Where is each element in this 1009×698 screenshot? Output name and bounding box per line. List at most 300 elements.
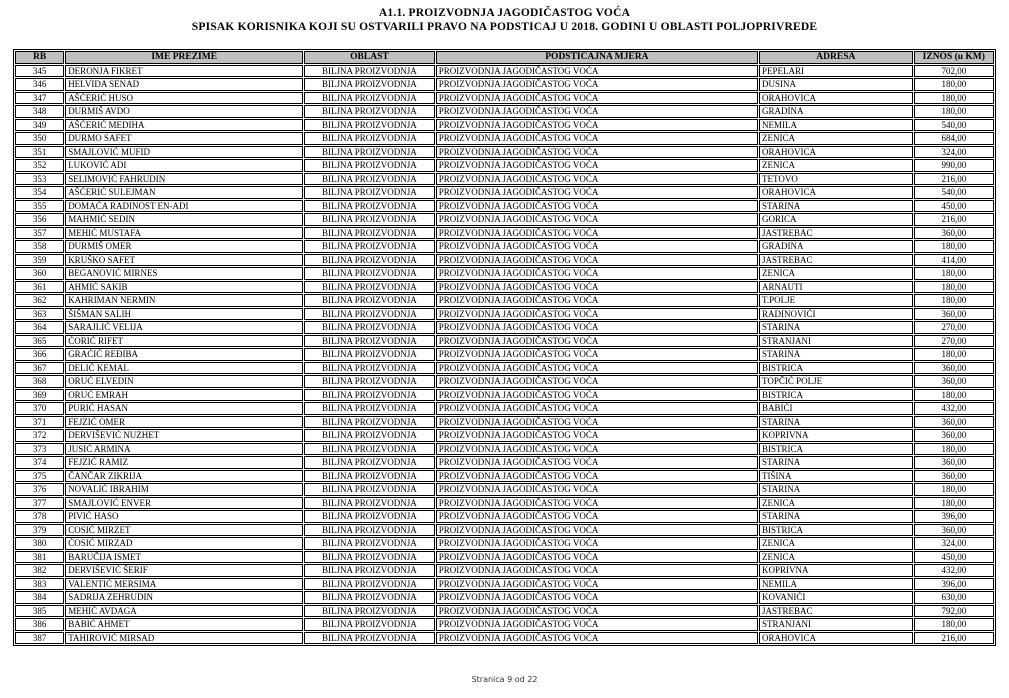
cell-iznos: 324,00	[914, 537, 994, 550]
cell-adresa: ZENICA	[759, 159, 913, 172]
page-number: Stranica 9 od 22	[471, 675, 538, 684]
cell-rb: 346	[15, 78, 64, 91]
table-row	[15, 605, 994, 618]
cell-adresa: STARINA	[759, 483, 913, 496]
cell-ime-prezime: AHMIĆ SAKIB	[65, 281, 303, 294]
cell-oblast: BILJNA PROIZVODNJA	[304, 65, 435, 78]
table-row	[15, 551, 994, 564]
cell-rb: 378	[15, 510, 64, 523]
cell-rb: 374	[15, 456, 64, 469]
table-row	[15, 321, 994, 334]
cell-ime-prezime: KRUŠKO SAFET	[65, 254, 303, 267]
cell-iznos: 180,00	[914, 294, 994, 307]
cell-iznos: 180,00	[914, 389, 994, 402]
cell-rb: 371	[15, 416, 64, 429]
cell-rb: 363	[15, 308, 64, 321]
column-header-oblast: OBLAST	[304, 51, 435, 64]
cell-ime-prezime: TAHIROVIĆ MIRSAD	[65, 632, 303, 645]
cell-rb: 376	[15, 483, 64, 496]
cell-ime-prezime: NOVALIĆ IBRAHIM	[65, 483, 303, 496]
cell-podsticajna-mjera: PROIZVODNJA JAGODIČASTOG VOĆA	[436, 240, 758, 253]
table-row	[15, 375, 994, 388]
cell-iznos: 360,00	[914, 227, 994, 240]
cell-podsticajna-mjera: PROIZVODNJA JAGODIČASTOG VOĆA	[436, 200, 758, 213]
cell-rb: 357	[15, 227, 64, 240]
cell-rb: 351	[15, 146, 64, 159]
cell-rb: 355	[15, 200, 64, 213]
cell-oblast: BILJNA PROIZVODNJA	[304, 227, 435, 240]
cell-ime-prezime: PURIĆ HASAN	[65, 402, 303, 415]
cell-iznos: 450,00	[914, 200, 994, 213]
cell-oblast: BILJNA PROIZVODNJA	[304, 524, 435, 537]
cell-podsticajna-mjera: PROIZVODNJA JAGODIČASTOG VOĆA	[436, 119, 758, 132]
cell-podsticajna-mjera: PROIZVODNJA JAGODIČASTOG VOĆA	[436, 429, 758, 442]
cell-rb: 364	[15, 321, 64, 334]
cell-oblast: BILJNA PROIZVODNJA	[304, 416, 435, 429]
table-row	[15, 591, 994, 604]
column-header-adresa: ADRESA	[759, 51, 913, 64]
cell-adresa: BISTRICA	[759, 362, 913, 375]
cell-oblast: BILJNA PROIZVODNJA	[304, 200, 435, 213]
cell-iznos: 180,00	[914, 618, 994, 631]
cell-oblast: BILJNA PROIZVODNJA	[304, 564, 435, 577]
cell-iznos: 702,00	[914, 65, 994, 78]
cell-oblast: BILJNA PROIZVODNJA	[304, 443, 435, 456]
cell-adresa: JASTREBAC	[759, 254, 913, 267]
table-row	[15, 402, 994, 415]
cell-adresa: BISTRICA	[759, 389, 913, 402]
cell-ime-prezime: MEHIĆ MUSTAFA	[65, 227, 303, 240]
cell-oblast: BILJNA PROIZVODNJA	[304, 510, 435, 523]
cell-podsticajna-mjera: PROIZVODNJA JAGODIČASTOG VOĆA	[436, 78, 758, 91]
cell-podsticajna-mjera: PROIZVODNJA JAGODIČASTOG VOĆA	[436, 254, 758, 267]
cell-ime-prezime: DURMO SAFET	[65, 132, 303, 145]
table-row	[15, 92, 994, 105]
cell-podsticajna-mjera: PROIZVODNJA JAGODIČASTOG VOĆA	[436, 605, 758, 618]
cell-ime-prezime: ORUĆ EMRAH	[65, 389, 303, 402]
cell-iznos: 540,00	[914, 119, 994, 132]
cell-rb: 348	[15, 105, 64, 118]
cell-iznos: 180,00	[914, 483, 994, 496]
table-row	[15, 537, 994, 550]
cell-iznos: 270,00	[914, 321, 994, 334]
cell-ime-prezime: SARAJLIĆ VELIJA	[65, 321, 303, 334]
cell-rb: 381	[15, 551, 64, 564]
table-header-row	[15, 51, 994, 64]
table-row	[15, 389, 994, 402]
cell-ime-prezime: SMAJLOVIĆ MUFID	[65, 146, 303, 159]
cell-iznos: 270,00	[914, 335, 994, 348]
cell-ime-prezime: SELIMOVIĆ FAHRUDIN	[65, 173, 303, 186]
cell-rb: 360	[15, 267, 64, 280]
cell-podsticajna-mjera: PROIZVODNJA JAGODIČASTOG VOĆA	[436, 632, 758, 645]
cell-podsticajna-mjera: PROIZVODNJA JAGODIČASTOG VOĆA	[436, 551, 758, 564]
cell-iznos: 324,00	[914, 146, 994, 159]
cell-iznos: 180,00	[914, 92, 994, 105]
cell-rb: 380	[15, 537, 64, 550]
table-row	[15, 119, 994, 132]
cell-adresa: ZENICA	[759, 551, 913, 564]
cell-rb: 387	[15, 632, 64, 645]
cell-ime-prezime: LUKOVIĆ ADI	[65, 159, 303, 172]
cell-ime-prezime: MAHMIĆ SEDIN	[65, 213, 303, 226]
cell-iznos: 180,00	[914, 281, 994, 294]
cell-rb: 347	[15, 92, 64, 105]
cell-podsticajna-mjera: PROIZVODNJA JAGODIČASTOG VOĆA	[436, 227, 758, 240]
cell-adresa: ORAHOVICA	[759, 186, 913, 199]
cell-podsticajna-mjera: PROIZVODNJA JAGODIČASTOG VOĆA	[436, 159, 758, 172]
page-title: A1.1. PROIZVODNJA JAGODIČASTOG VOĆA	[378, 7, 631, 19]
cell-adresa: GRADINA	[759, 240, 913, 253]
cell-ime-prezime: PIVIĆ HASO	[65, 510, 303, 523]
cell-oblast: BILJNA PROIZVODNJA	[304, 92, 435, 105]
cell-adresa: ARNAUTI	[759, 281, 913, 294]
table-row	[15, 510, 994, 523]
cell-adresa: KOPRIVNA	[759, 429, 913, 442]
cell-adresa: BISTRICA	[759, 524, 913, 537]
cell-ime-prezime: GRAĆIĆ REĐIBA	[65, 348, 303, 361]
column-header-podsticajna-mjera: PODSTICAJNA MJERA	[436, 51, 758, 64]
column-header-iznos: IZNOS (u KM)	[914, 51, 994, 64]
cell-podsticajna-mjera: PROIZVODNJA JAGODIČASTOG VOĆA	[436, 483, 758, 496]
cell-adresa: GRADINA	[759, 105, 913, 118]
page-subtitle: SPISAK KORISNIKA KOJI SU OSTVARILI PRAVO NA PODSTICAJ U 2018. GODINI U OBLASTI POLJOPRIVREDE	[191, 21, 818, 33]
cell-rb: 366	[15, 348, 64, 361]
cell-oblast: BILJNA PROIZVODNJA	[304, 605, 435, 618]
cell-oblast: BILJNA PROIZVODNJA	[304, 348, 435, 361]
cell-oblast: BILJNA PROIZVODNJA	[304, 389, 435, 402]
cell-iznos: 180,00	[914, 105, 994, 118]
cell-podsticajna-mjera: PROIZVODNJA JAGODIČASTOG VOĆA	[436, 267, 758, 280]
cell-ime-prezime: DERONJA FIKRET	[65, 65, 303, 78]
cell-adresa: RADINOVIĆI	[759, 308, 913, 321]
table-row	[15, 362, 994, 375]
cell-rb: 372	[15, 429, 64, 442]
cell-iznos: 432,00	[914, 402, 994, 415]
cell-rb: 368	[15, 375, 64, 388]
table-row	[15, 132, 994, 145]
cell-iznos: 216,00	[914, 213, 994, 226]
cell-adresa: STARINA	[759, 321, 913, 334]
cell-ime-prezime: BEGANOVIĆ MIRNES	[65, 267, 303, 280]
cell-iznos: 360,00	[914, 416, 994, 429]
cell-iznos: 360,00	[914, 362, 994, 375]
cell-iznos: 180,00	[914, 267, 994, 280]
cell-adresa: T.POLJE	[759, 294, 913, 307]
cell-oblast: BILJNA PROIZVODNJA	[304, 618, 435, 631]
table-row	[15, 78, 994, 91]
cell-ime-prezime: JUSIĆ ARMINA	[65, 443, 303, 456]
table-row	[15, 213, 994, 226]
cell-podsticajna-mjera: PROIZVODNJA JAGODIČASTOG VOĆA	[436, 456, 758, 469]
cell-oblast: BILJNA PROIZVODNJA	[304, 375, 435, 388]
cell-ime-prezime: FEJZIĆ RAMIZ	[65, 456, 303, 469]
cell-ime-prezime: ORUĆ ELVEDIN	[65, 375, 303, 388]
cell-oblast: BILJNA PROIZVODNJA	[304, 240, 435, 253]
table-row	[15, 632, 994, 645]
cell-oblast: BILJNA PROIZVODNJA	[304, 308, 435, 321]
cell-adresa: ZENICA	[759, 537, 913, 550]
table-row	[15, 578, 994, 591]
table-row	[15, 267, 994, 280]
cell-podsticajna-mjera: PROIZVODNJA JAGODIČASTOG VOĆA	[436, 308, 758, 321]
cell-podsticajna-mjera: PROIZVODNJA JAGODIČASTOG VOĆA	[436, 173, 758, 186]
cell-ime-prezime: AŠĆERIĆ HUSO	[65, 92, 303, 105]
cell-oblast: BILJNA PROIZVODNJA	[304, 146, 435, 159]
table-row	[15, 240, 994, 253]
cell-podsticajna-mjera: PROIZVODNJA JAGODIČASTOG VOĆA	[436, 578, 758, 591]
cell-oblast: BILJNA PROIZVODNJA	[304, 591, 435, 604]
cell-podsticajna-mjera: PROIZVODNJA JAGODIČASTOG VOĆA	[436, 375, 758, 388]
table-row	[15, 173, 994, 186]
cell-ime-prezime: ŠIŠMAN SALIH	[65, 308, 303, 321]
cell-podsticajna-mjera: PROIZVODNJA JAGODIČASTOG VOĆA	[436, 618, 758, 631]
cell-ime-prezime: BARUČIJA ISMET	[65, 551, 303, 564]
table-row	[15, 159, 994, 172]
beneficiaries-table	[13, 49, 996, 646]
table-row	[15, 416, 994, 429]
cell-oblast: BILJNA PROIZVODNJA	[304, 402, 435, 415]
cell-iznos: 360,00	[914, 308, 994, 321]
cell-adresa: DUSINA	[759, 78, 913, 91]
cell-podsticajna-mjera: PROIZVODNJA JAGODIČASTOG VOĆA	[436, 389, 758, 402]
cell-oblast: BILJNA PROIZVODNJA	[304, 483, 435, 496]
cell-ime-prezime: ĆOSIĆ MIRZAD	[65, 537, 303, 550]
cell-podsticajna-mjera: PROIZVODNJA JAGODIČASTOG VOĆA	[436, 537, 758, 550]
cell-ime-prezime: COSIĆ MIRZET	[65, 524, 303, 537]
cell-oblast: BILJNA PROIZVODNJA	[304, 456, 435, 469]
table-row	[15, 470, 994, 483]
cell-rb: 385	[15, 605, 64, 618]
table-row	[15, 65, 994, 78]
cell-rb: 353	[15, 173, 64, 186]
cell-rb: 359	[15, 254, 64, 267]
table-row	[15, 443, 994, 456]
cell-iznos: 360,00	[914, 470, 994, 483]
cell-iznos: 792,00	[914, 605, 994, 618]
cell-adresa: ORAHOVICA	[759, 632, 913, 645]
cell-rb: 377	[15, 497, 64, 510]
cell-oblast: BILJNA PROIZVODNJA	[304, 213, 435, 226]
table-row	[15, 281, 994, 294]
cell-iznos: 360,00	[914, 429, 994, 442]
cell-iznos: 216,00	[914, 632, 994, 645]
cell-ime-prezime: ĆORIĆ RIFET	[65, 335, 303, 348]
cell-rb: 365	[15, 335, 64, 348]
cell-ime-prezime: VALENTIĆ MERSIMA	[65, 578, 303, 591]
cell-ime-prezime: HELVIDA SENAD	[65, 78, 303, 91]
cell-oblast: BILJNA PROIZVODNJA	[304, 281, 435, 294]
cell-adresa: KOVANIĆI	[759, 591, 913, 604]
cell-oblast: BILJNA PROIZVODNJA	[304, 578, 435, 591]
table-row	[15, 294, 994, 307]
cell-iznos: 180,00	[914, 348, 994, 361]
cell-oblast: BILJNA PROIZVODNJA	[304, 335, 435, 348]
cell-podsticajna-mjera: PROIZVODNJA JAGODIČASTOG VOĆA	[436, 65, 758, 78]
cell-podsticajna-mjera: PROIZVODNJA JAGODIČASTOG VOĆA	[436, 591, 758, 604]
cell-podsticajna-mjera: PROIZVODNJA JAGODIČASTOG VOĆA	[436, 186, 758, 199]
cell-ime-prezime: SMAJLOVIĆ ENVER	[65, 497, 303, 510]
cell-oblast: BILJNA PROIZVODNJA	[304, 78, 435, 91]
cell-podsticajna-mjera: PROIZVODNJA JAGODIČASTOG VOĆA	[436, 524, 758, 537]
cell-oblast: BILJNA PROIZVODNJA	[304, 267, 435, 280]
cell-adresa: BISTRICA	[759, 443, 913, 456]
cell-oblast: BILJNA PROIZVODNJA	[304, 429, 435, 442]
table-row	[15, 348, 994, 361]
cell-podsticajna-mjera: PROIZVODNJA JAGODIČASTOG VOĆA	[436, 510, 758, 523]
cell-adresa: STRANJANI	[759, 335, 913, 348]
beneficiaries-table-wrap	[13, 49, 996, 646]
cell-adresa: ZENICA	[759, 132, 913, 145]
cell-ime-prezime: KAHRIMAN NERMIN	[65, 294, 303, 307]
cell-podsticajna-mjera: PROIZVODNJA JAGODIČASTOG VOĆA	[436, 335, 758, 348]
cell-oblast: BILJNA PROIZVODNJA	[304, 321, 435, 334]
cell-rb: 373	[15, 443, 64, 456]
cell-podsticajna-mjera: PROIZVODNJA JAGODIČASTOG VOĆA	[436, 321, 758, 334]
cell-rb: 362	[15, 294, 64, 307]
cell-ime-prezime: DOMAĆA RADINOST EN-ADI	[65, 200, 303, 213]
cell-podsticajna-mjera: PROIZVODNJA JAGODIČASTOG VOĆA	[436, 497, 758, 510]
cell-oblast: BILJNA PROIZVODNJA	[304, 497, 435, 510]
cell-adresa: NEMILA	[759, 119, 913, 132]
cell-ime-prezime: MEHIĆ AVDAGA	[65, 605, 303, 618]
cell-ime-prezime: FEJZIĆ OMER	[65, 416, 303, 429]
table-row	[15, 200, 994, 213]
cell-podsticajna-mjera: PROIZVODNJA JAGODIČASTOG VOĆA	[436, 348, 758, 361]
cell-rb: 370	[15, 402, 64, 415]
cell-adresa: TETOVO	[759, 173, 913, 186]
cell-iznos: 180,00	[914, 78, 994, 91]
cell-adresa: STRANJANI	[759, 618, 913, 631]
cell-adresa: TIŠINA	[759, 470, 913, 483]
cell-podsticajna-mjera: PROIZVODNJA JAGODIČASTOG VOĆA	[436, 213, 758, 226]
table-row	[15, 308, 994, 321]
cell-oblast: BILJNA PROIZVODNJA	[304, 105, 435, 118]
cell-iznos: 990,00	[914, 159, 994, 172]
cell-ime-prezime: DERVIŠEVIĆ ŠERIF	[65, 564, 303, 577]
table-row	[15, 524, 994, 537]
cell-adresa: JASTREBAC	[759, 605, 913, 618]
cell-adresa: ZENICA	[759, 497, 913, 510]
cell-ime-prezime: DURMIŠ OMER	[65, 240, 303, 253]
cell-rb: 349	[15, 119, 64, 132]
cell-iznos: 360,00	[914, 456, 994, 469]
cell-rb: 369	[15, 389, 64, 402]
cell-podsticajna-mjera: PROIZVODNJA JAGODIČASTOG VOĆA	[436, 416, 758, 429]
cell-adresa: STARINA	[759, 510, 913, 523]
cell-oblast: BILJNA PROIZVODNJA	[304, 186, 435, 199]
table-row	[15, 105, 994, 118]
cell-rb: 361	[15, 281, 64, 294]
cell-iznos: 180,00	[914, 240, 994, 253]
cell-rb: 352	[15, 159, 64, 172]
column-header-rb: RB	[15, 51, 64, 64]
cell-iznos: 396,00	[914, 578, 994, 591]
cell-podsticajna-mjera: PROIZVODNJA JAGODIČASTOG VOĆA	[436, 92, 758, 105]
cell-ime-prezime: BABIĆ AHMET	[65, 618, 303, 631]
cell-oblast: BILJNA PROIZVODNJA	[304, 159, 435, 172]
cell-ime-prezime: DELIĆ KEMAL	[65, 362, 303, 375]
table-row	[15, 335, 994, 348]
table-row	[15, 483, 994, 496]
cell-adresa: JASTREBAC	[759, 227, 913, 240]
cell-rb: 358	[15, 240, 64, 253]
cell-rb: 383	[15, 578, 64, 591]
cell-adresa: PEPELARI	[759, 65, 913, 78]
cell-rb: 345	[15, 65, 64, 78]
cell-iznos: 360,00	[914, 375, 994, 388]
cell-rb: 384	[15, 591, 64, 604]
cell-iznos: 216,00	[914, 173, 994, 186]
cell-rb: 386	[15, 618, 64, 631]
cell-oblast: BILJNA PROIZVODNJA	[304, 551, 435, 564]
table-row	[15, 618, 994, 631]
cell-adresa: BABIĆI	[759, 402, 913, 415]
cell-iznos: 684,00	[914, 132, 994, 145]
cell-iznos: 180,00	[914, 497, 994, 510]
table-body	[15, 65, 994, 645]
cell-adresa: NEMILA	[759, 578, 913, 591]
cell-adresa: ORAHOVICA	[759, 92, 913, 105]
cell-iznos: 360,00	[914, 524, 994, 537]
table-row	[15, 497, 994, 510]
cell-rb: 350	[15, 132, 64, 145]
cell-rb: 375	[15, 470, 64, 483]
table-row	[15, 254, 994, 267]
cell-iznos: 180,00	[914, 443, 994, 456]
cell-oblast: BILJNA PROIZVODNJA	[304, 537, 435, 550]
cell-iznos: 450,00	[914, 551, 994, 564]
cell-podsticajna-mjera: PROIZVODNJA JAGODIČASTOG VOĆA	[436, 105, 758, 118]
cell-podsticajna-mjera: PROIZVODNJA JAGODIČASTOG VOĆA	[436, 443, 758, 456]
cell-rb: 379	[15, 524, 64, 537]
cell-ime-prezime: AŠĆERIĆ MEDIHA	[65, 119, 303, 132]
cell-oblast: BILJNA PROIZVODNJA	[304, 294, 435, 307]
cell-ime-prezime: DERVIŠEVIĆ NUZHET	[65, 429, 303, 442]
table-row	[15, 456, 994, 469]
cell-rb: 354	[15, 186, 64, 199]
cell-adresa: ORAHOVICA	[759, 146, 913, 159]
cell-oblast: BILJNA PROIZVODNJA	[304, 119, 435, 132]
cell-oblast: BILJNA PROIZVODNJA	[304, 632, 435, 645]
cell-adresa: ZENICA	[759, 267, 913, 280]
cell-oblast: BILJNA PROIZVODNJA	[304, 470, 435, 483]
cell-ime-prezime: DURMIŠ AVDO	[65, 105, 303, 118]
cell-podsticajna-mjera: PROIZVODNJA JAGODIČASTOG VOĆA	[436, 132, 758, 145]
table-row	[15, 429, 994, 442]
cell-oblast: BILJNA PROIZVODNJA	[304, 362, 435, 375]
table-row	[15, 146, 994, 159]
cell-podsticajna-mjera: PROIZVODNJA JAGODIČASTOG VOĆA	[436, 294, 758, 307]
cell-podsticajna-mjera: PROIZVODNJA JAGODIČASTOG VOĆA	[436, 402, 758, 415]
cell-adresa: STARINA	[759, 348, 913, 361]
cell-iznos: 540,00	[914, 186, 994, 199]
cell-iznos: 396,00	[914, 510, 994, 523]
cell-adresa: KOPRIVNA	[759, 564, 913, 577]
cell-oblast: BILJNA PROIZVODNJA	[304, 173, 435, 186]
cell-podsticajna-mjera: PROIZVODNJA JAGODIČASTOG VOĆA	[436, 146, 758, 159]
cell-rb: 367	[15, 362, 64, 375]
cell-oblast: BILJNA PROIZVODNJA	[304, 254, 435, 267]
table-row	[15, 564, 994, 577]
cell-iznos: 432,00	[914, 564, 994, 577]
cell-podsticajna-mjera: PROIZVODNJA JAGODIČASTOG VOĆA	[436, 470, 758, 483]
cell-ime-prezime: AŠĆERIĆ SULEJMAN	[65, 186, 303, 199]
cell-iznos: 414,00	[914, 254, 994, 267]
cell-adresa: STARINA	[759, 200, 913, 213]
cell-rb: 382	[15, 564, 64, 577]
table-row	[15, 227, 994, 240]
